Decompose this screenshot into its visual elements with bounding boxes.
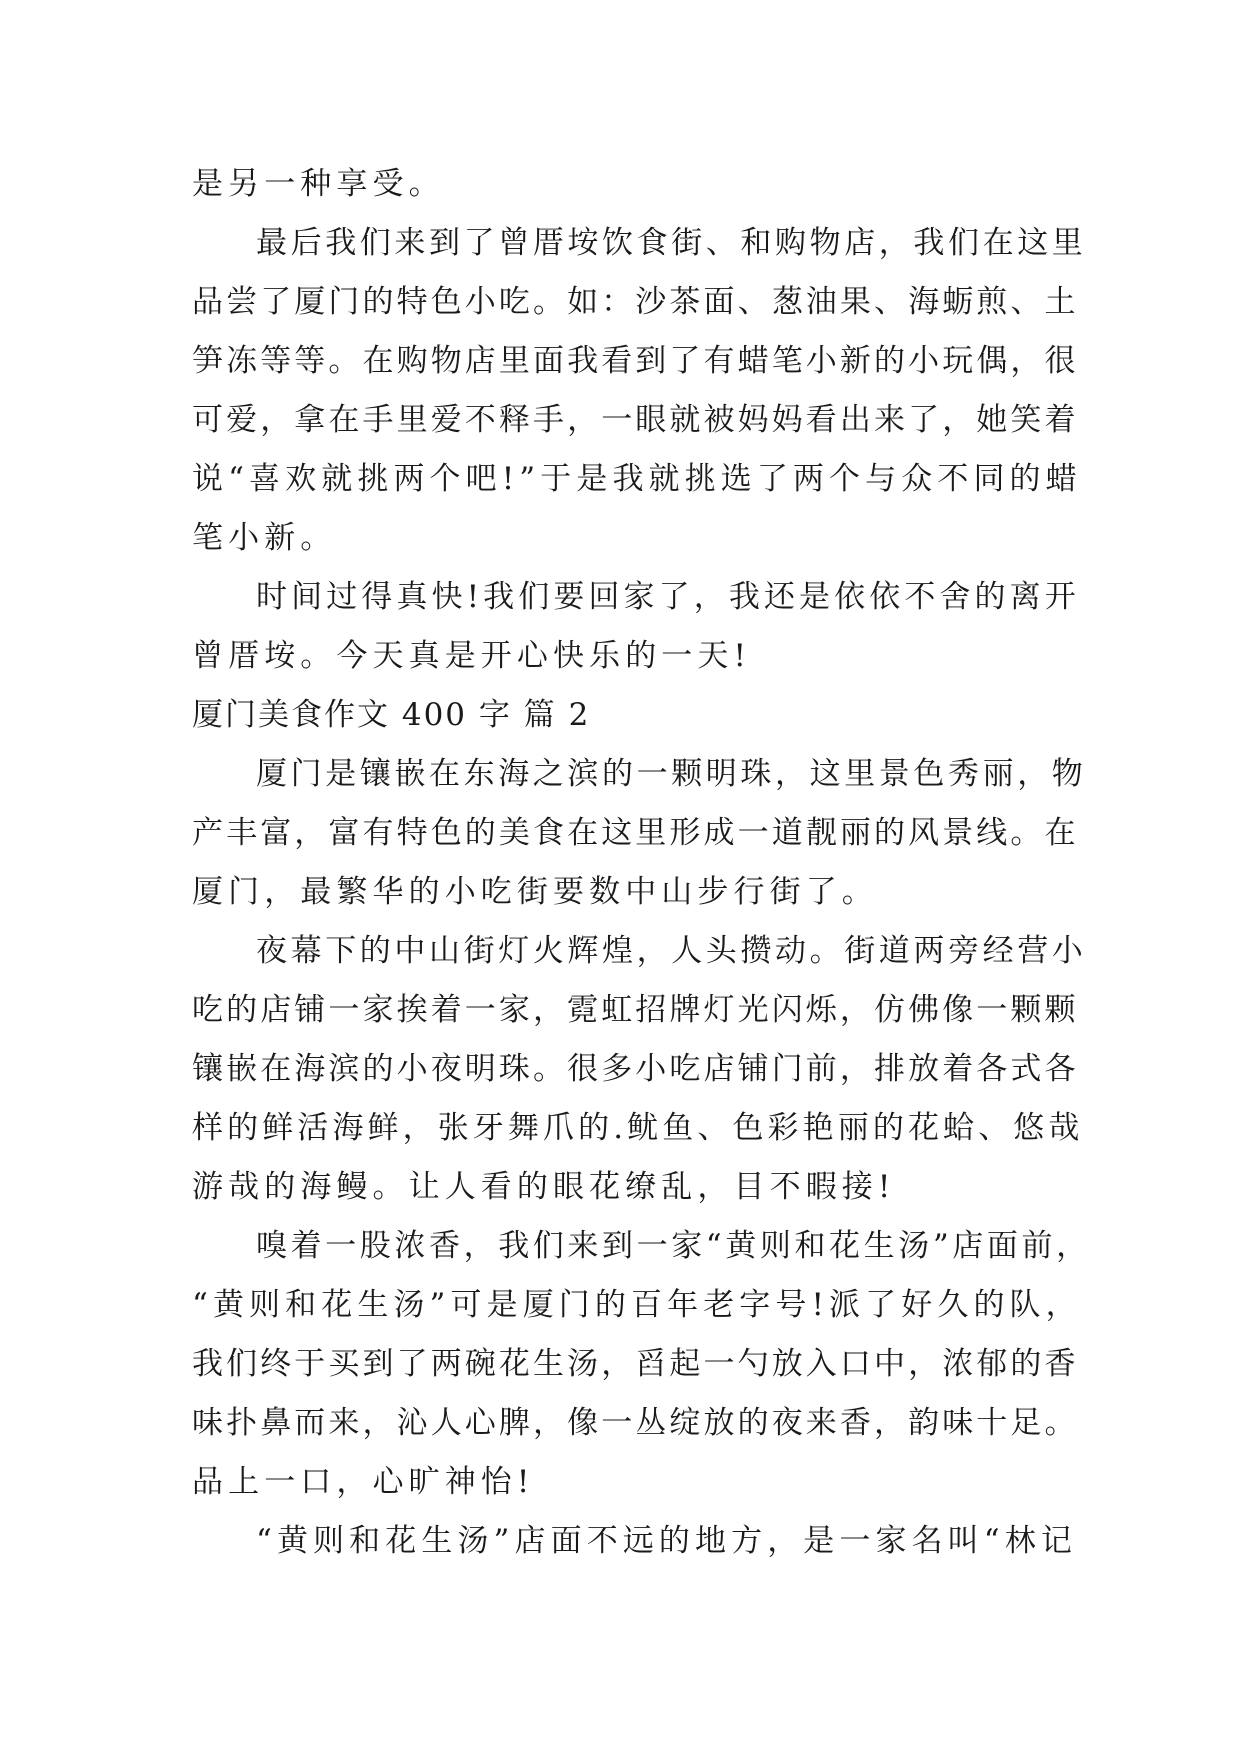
text-line: 品上一口，心旷神怡!: [192, 1464, 535, 1500]
text-line: 笔小新。: [192, 520, 337, 556]
text-line: “黄则和花生汤”可是厦门的百年老字号!派了好久的队，: [192, 1287, 1082, 1323]
text-line: 说“喜欢就挑两个吧!”于是我就挑选了两个与众不同的蜡: [192, 461, 1082, 497]
paragraph-first-line: 夜幕下的中山街灯火辉煌，人头攒动。街道两旁经营小: [256, 933, 1087, 969]
text-line: 产丰富，富有特色的美食在这里形成一道靓丽的风景线。在: [192, 815, 1079, 851]
paragraph-first-line: 时间过得真快!我们要回家了，我还是依依不舍的离开: [256, 579, 1080, 615]
text-line: 游哉的海鳗。让人看的眼花缭乱，目不暇接!: [192, 1169, 896, 1205]
paragraph-first-line: 嗅着一股浓香，我们来到一家“黄则和花生汤”店面前，: [256, 1228, 1091, 1264]
paragraph-first-line: “黄则和花生汤”店面不远的地方，是一家名叫“林记: [256, 1523, 1077, 1559]
text-line: 是另一种享受。: [192, 166, 445, 202]
text-line: 厦门，最繁华的小吃街要数中山步行街了。: [192, 874, 878, 910]
text-line: 品尝了厦门的特色小吃。如：沙茶面、葱油果、海蛎煎、土: [192, 284, 1079, 320]
paragraph-first-line: 最后我们来到了曾厝垵饮食街、和购物店，我们在这里: [256, 225, 1087, 261]
section-heading: 厦门美食作文 400 字 篇 2: [192, 697, 591, 733]
text-line: 样的鲜活海鲜，张牙舞爪的.鱿鱼、色彩艳丽的花蛤、悠哉: [192, 1110, 1084, 1146]
text-line: 可爱，拿在手里爱不释手，一眼就被妈妈看出来了，她笑着: [192, 402, 1079, 438]
text-line: 曾厝垵。今天真是开心快乐的一天!: [192, 638, 752, 674]
text-line: 吃的店铺一家挨着一家，霓虹招牌灯光闪烁，仿佛像一颗颗: [192, 992, 1079, 1028]
text-line: 笋冻等等。在购物店里面我看到了有蜡笔小新的小玩偶，很: [192, 343, 1079, 379]
text-line: 味扑鼻而来，沁人心脾，像一丛绽放的夜来香，韵味十足。: [192, 1405, 1079, 1441]
text-line: 镶嵌在海滨的小夜明珠。很多小吃店铺门前，排放着各式各: [192, 1051, 1079, 1087]
paragraph-first-line: 厦门是镶嵌在东海之滨的一颗明珠，这里景色秀丽，物: [256, 756, 1087, 792]
text-line: 我们终于买到了两碗花生汤，舀起一勺放入口中，浓郁的香: [192, 1346, 1079, 1382]
